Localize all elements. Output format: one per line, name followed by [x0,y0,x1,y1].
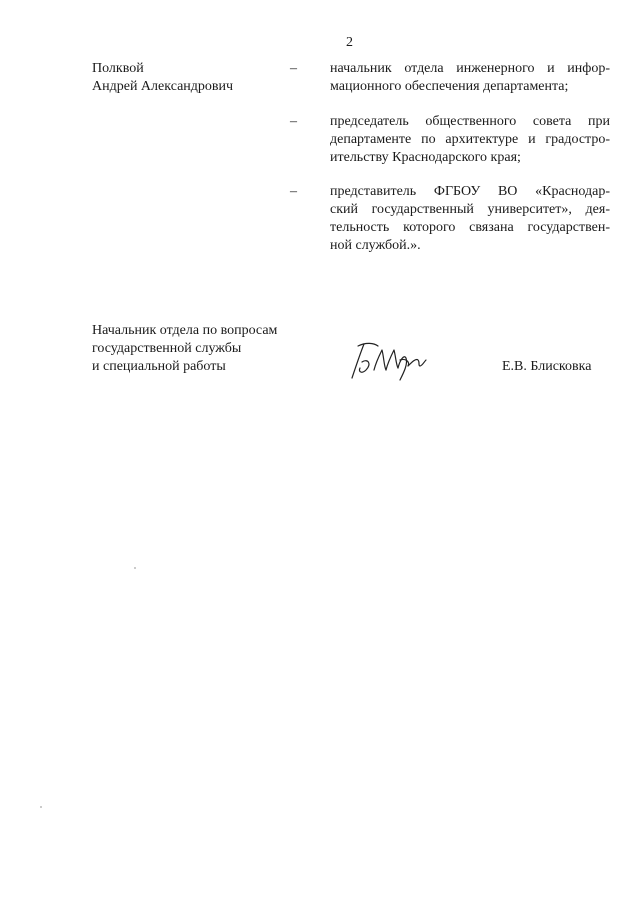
signer-name: Е.В. Блисковка [502,359,592,374]
entry-line: ский государственный университет», дея- [330,202,610,217]
signatory-position [92,322,277,376]
entry-line: тельность которого связана государствен- [330,220,610,235]
position-line: Начальник отдела по вопросам [92,323,278,338]
member-surname: Полквой [92,61,144,76]
scan-speck [134,567,136,569]
entry-line: председатель общественного совета при [330,114,610,129]
member-given-names: Андрей Александрович [92,79,234,94]
page-number: 2 [346,35,353,50]
member-name [92,60,233,96]
entry-dash: – [290,114,297,129]
entry-3 [330,183,610,255]
entry-line: начальник отдела инженерного и инфор- [330,61,610,76]
scan-speck [40,806,42,808]
entry-1 [330,60,610,96]
entry-line: ительству Краснодарского края; [330,150,521,165]
position-line: и специальной работы [92,359,226,374]
entry-line: ной службой.». [330,238,421,253]
entry-line: представитель ФГБОУ ВО «Краснодар- [330,184,610,199]
position-line: государственной службы [92,341,242,356]
entry-line: мационного обеспечения департамента; [330,79,569,94]
handwritten-signature [348,340,428,382]
entry-line: департаменте по архитектуре и градостро- [330,132,610,147]
entry-2 [330,113,610,167]
entry-dash: – [290,184,297,199]
entry-dash: – [290,61,297,76]
